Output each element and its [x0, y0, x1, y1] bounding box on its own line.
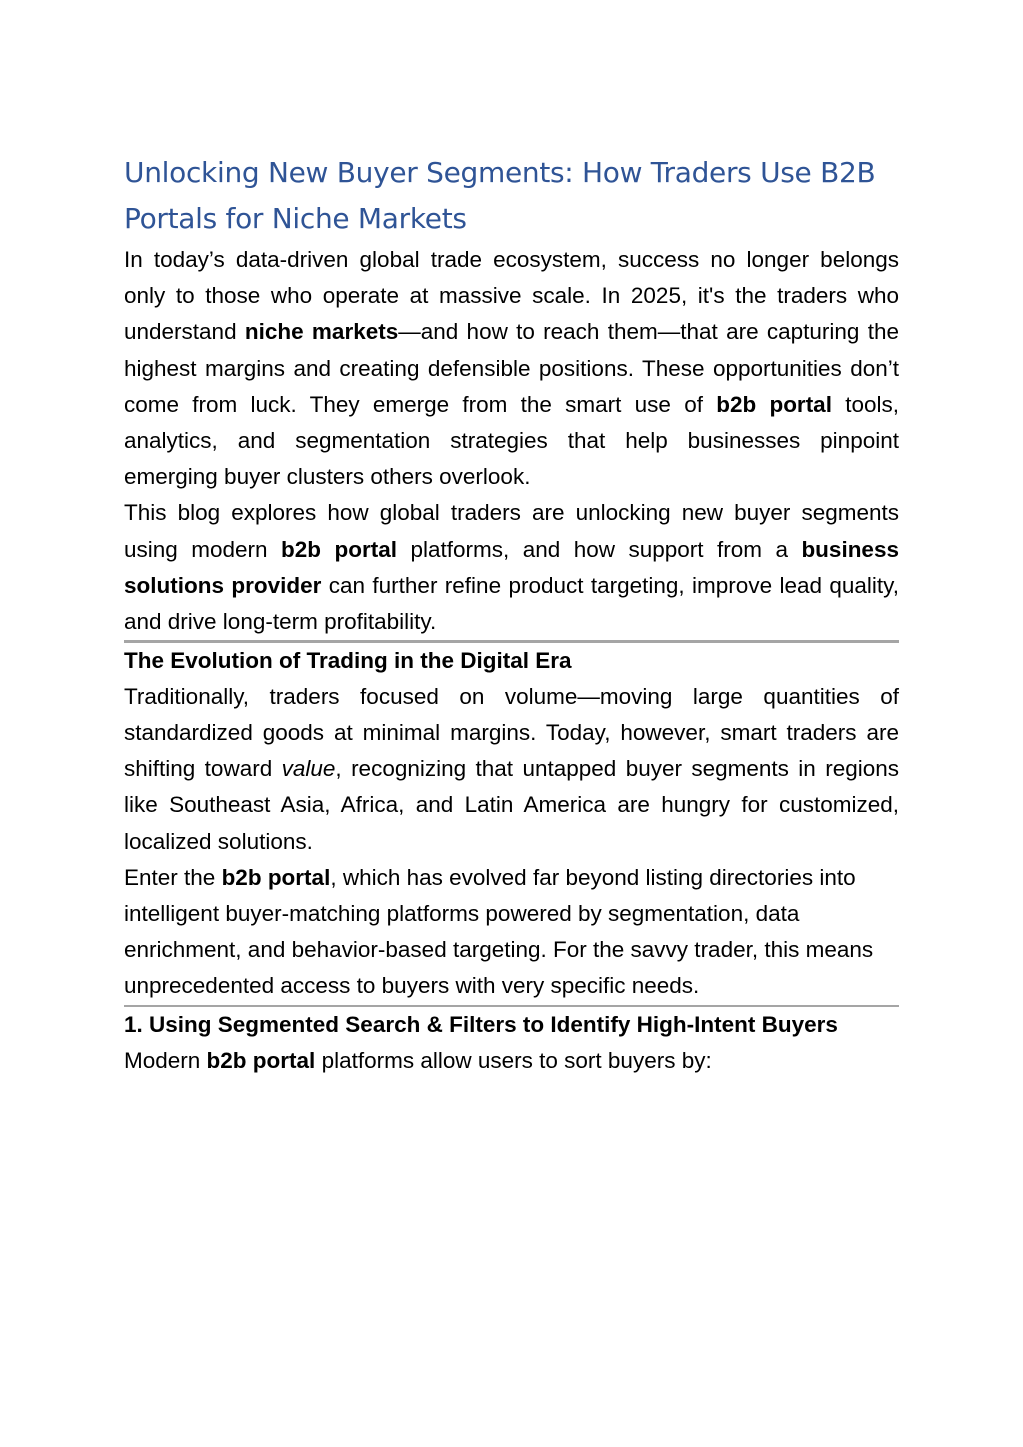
text-run: platforms, and how support from a	[397, 536, 802, 562]
bold-term: b2b portal	[716, 391, 832, 417]
text-run: Modern	[124, 1048, 207, 1074]
bold-term: b2b portal	[206, 1048, 316, 1074]
text-run: Traditionally, traders focused on volume—moving large quantities of standardized goods at minimal margins. Today, however, smart traders are shifting toward	[124, 683, 899, 782]
segmented-search-paragraph-1	[124, 1043, 899, 1079]
text-run: Enter the	[124, 864, 222, 890]
bold-term: b2b portal	[281, 536, 397, 562]
text-run: —and how to reach them—that are capturing the highest margins and creating defensible positions. These opportunities don’t come from luck. They emerge from the smart use of	[124, 319, 899, 417]
text-run: platforms allow users to sort buyers by:	[315, 1048, 712, 1074]
text-run: This blog explores how global traders are unlocking new buyer segments using modern	[124, 500, 899, 562]
text-run: , recognizing that untapped buyer segments in regions like Southeast Asia, Africa, and Latin America are hungry for customized, localized solutions.	[124, 756, 900, 854]
italic-term: value	[281, 756, 336, 782]
evolution-paragraph-1	[124, 679, 899, 860]
evolution-paragraph-2	[124, 860, 899, 1005]
text-run: , which has evolved far beyond listing directories into intelligent buyer-matching platforms powered by segmentation, data enrichment, and behavior-based targeting. For the savvy trader, this means unprecedented access to buyers with very specific needs.	[124, 864, 874, 999]
bold-term: niche markets	[244, 319, 399, 345]
section-heading-evolution: The Evolution of Trading in the Digital Era	[124, 647, 572, 673]
text-run: tools, analytics, and segmentation strategies that help businesses pinpoint emerging buyer clusters others overlook.	[124, 391, 899, 490]
document-title: Unlocking New Buyer Segments: How Traders Use B2B Portals for Niche Markets	[124, 156, 876, 235]
section-heading-segmented-search: 1. Using Segmented Search & Filters to Identify High-Intent Buyers	[124, 1012, 838, 1038]
intro-paragraph-2	[124, 495, 899, 640]
intro-paragraph-1	[124, 242, 899, 495]
bold-term: b2b portal	[221, 864, 331, 890]
text-run: In today’s data-driven global trade ecosystem, success no longer belongs only to those who operate at massive scale. In 2025, it's the traders who understand	[124, 247, 899, 345]
text-run: can further refine product targeting, improve lead quality, and drive long-term profitability.	[124, 572, 899, 635]
bold-term: business solutions provider	[124, 536, 899, 598]
document-page	[124, 150, 899, 1079]
